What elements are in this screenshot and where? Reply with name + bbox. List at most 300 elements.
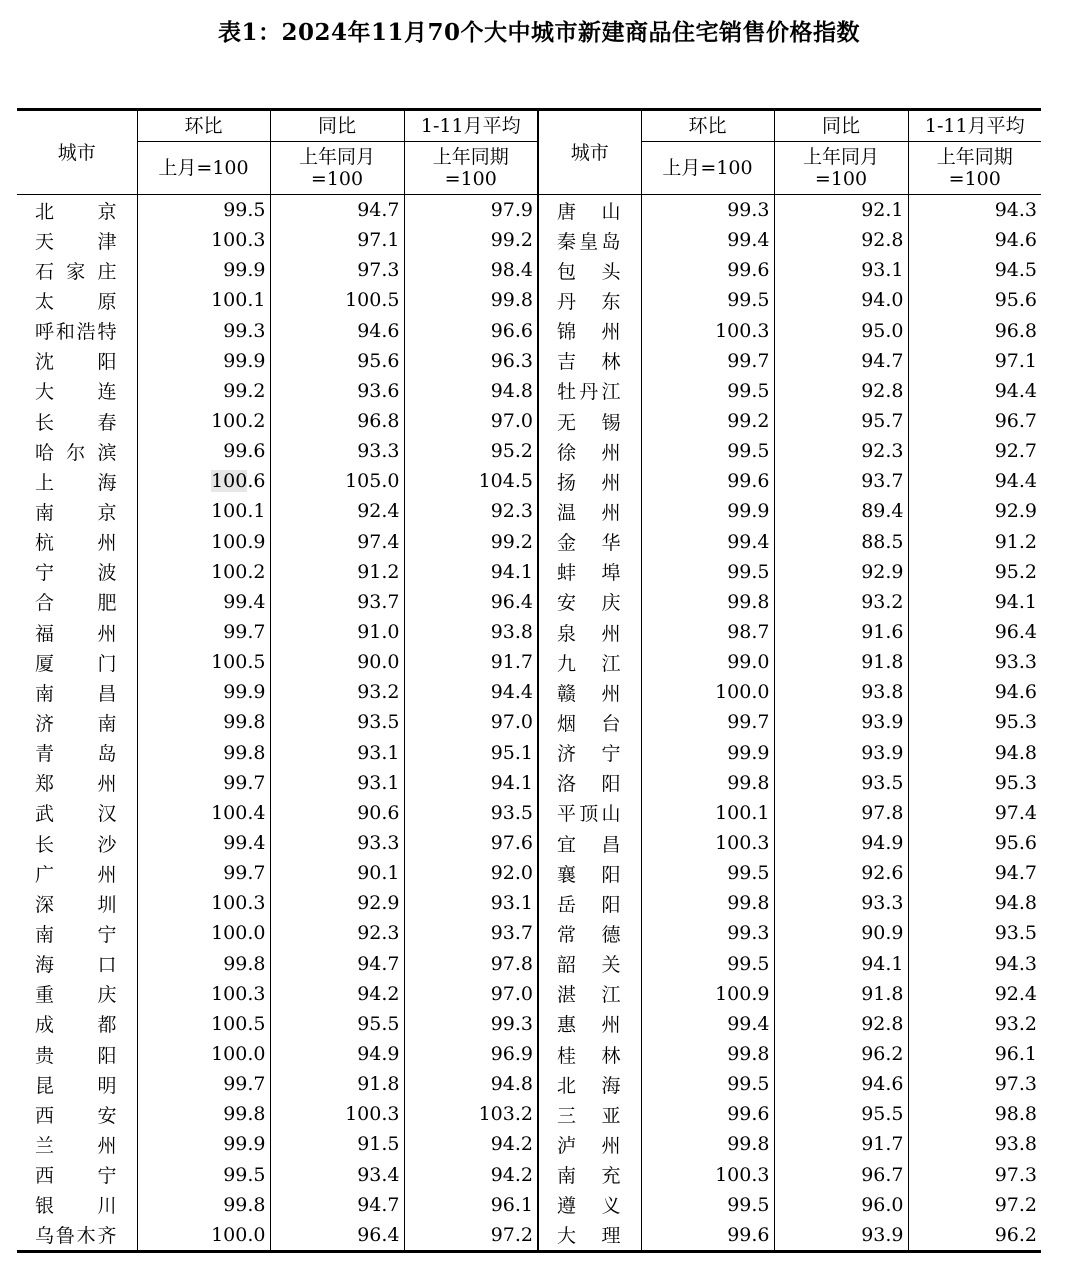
table-row (17, 496, 1041, 526)
yoy-value: 93.5 (774, 768, 908, 798)
city-name: 北海 (538, 1069, 641, 1099)
table-row (17, 285, 1041, 315)
yoy-value: 93.4 (270, 1160, 404, 1190)
city-column-header: 城市 (538, 110, 641, 195)
ytd-value: 93.2 (908, 1009, 1041, 1039)
city-name: 大理 (538, 1220, 641, 1252)
mom-value: 100.5 (137, 1009, 270, 1039)
ytd-value: 99.2 (404, 527, 538, 557)
city-name: 贵阳 (35, 1044, 117, 1067)
table-row (17, 1069, 1041, 1099)
ytd-value: 96.7 (908, 406, 1041, 436)
ytd-value: 95.3 (908, 707, 1041, 737)
yoy-value: 95.6 (270, 346, 404, 376)
mom-value: 99.5 (641, 557, 774, 587)
table-row (17, 255, 1041, 285)
yoy-value: 88.5 (774, 527, 908, 557)
yoy-value: 90.1 (270, 858, 404, 888)
table-row (17, 647, 1041, 677)
yoy-value: 91.2 (270, 557, 404, 587)
ytd-value: 92.3 (404, 496, 538, 526)
ytd-value: 103.2 (404, 1099, 538, 1129)
ytd-value: 93.5 (404, 798, 538, 828)
mom-value: 99.8 (641, 888, 774, 918)
yoy-value: 90.6 (270, 798, 404, 828)
city-name: 杭州 (35, 532, 117, 555)
city-name: 长春 (35, 411, 117, 434)
yoy-value: 96.4 (270, 1220, 404, 1252)
city-name: 南充 (538, 1160, 641, 1190)
city-name: 泉州 (538, 617, 641, 647)
table-row (17, 617, 1041, 647)
mom-value: 99.2 (137, 376, 270, 406)
yoy-value: 93.3 (270, 436, 404, 466)
city-name: 南京 (35, 501, 117, 524)
yoy-value: 93.5 (270, 707, 404, 737)
city-name: 昆明 (35, 1074, 117, 1097)
ytd-value: 94.8 (404, 1069, 538, 1099)
mom-value: 100.3 (641, 828, 774, 858)
mom-value: 99.7 (137, 768, 270, 798)
ytd-value: 97.1 (908, 346, 1041, 376)
yoy-value: 93.8 (774, 677, 908, 707)
yoy-value: 95.5 (270, 1009, 404, 1039)
city-name: 惠州 (538, 1009, 641, 1039)
selection-highlight: 100 (211, 470, 248, 493)
yoy-value: 91.5 (270, 1129, 404, 1159)
yoy-value: 93.9 (774, 738, 908, 768)
table-row (17, 557, 1041, 587)
ytd-value: 92.7 (908, 436, 1041, 466)
city-name: 襄阳 (538, 858, 641, 888)
ytd-value: 99.8 (404, 285, 538, 315)
table-row (17, 949, 1041, 979)
ytd-value: 96.6 (404, 316, 538, 346)
yoy-value: 94.7 (270, 949, 404, 979)
ytd-value: 95.2 (404, 436, 538, 466)
yoy-column-header: 同比 (270, 110, 404, 142)
yoy-value: 94.7 (270, 1190, 404, 1220)
table-row (17, 858, 1041, 888)
city-name: 牡丹江 (538, 376, 641, 406)
ytd-value: 98.8 (908, 1099, 1041, 1129)
yoy-value: 92.3 (774, 436, 908, 466)
ytd-value: 96.3 (404, 346, 538, 376)
yoy-column-header: 同比 (774, 110, 908, 142)
ytd-value: 97.3 (908, 1069, 1041, 1099)
ytd-value: 94.1 (404, 557, 538, 587)
yoy-value: 94.7 (270, 195, 404, 226)
mom-value: 100.1 (137, 496, 270, 526)
city-name: 徐州 (538, 436, 641, 466)
yoy-value: 95.7 (774, 406, 908, 436)
city-name: 重庆 (35, 984, 117, 1007)
mom-value: 100.4 (137, 798, 270, 828)
mom-value: 99.8 (641, 587, 774, 617)
city-name: 金华 (538, 527, 641, 557)
mom-column-header: 环比 (641, 110, 774, 142)
yoy-value: 90.9 (774, 918, 908, 948)
table-row (17, 466, 1041, 496)
ytd-value: 94.8 (908, 738, 1041, 768)
ytd-value: 98.4 (404, 255, 538, 285)
table-row (17, 828, 1041, 858)
mom-value: 100.0 (137, 918, 270, 948)
mom-value: 99.5 (641, 436, 774, 466)
mom-value: 100.2 (137, 557, 270, 587)
ytd-value: 93.1 (404, 888, 538, 918)
yoy-value: 90.0 (270, 647, 404, 677)
ytd-value: 96.2 (908, 1220, 1041, 1252)
yoy-value: 93.9 (774, 707, 908, 737)
city-name: 常德 (538, 918, 641, 948)
ytd-value: 97.0 (404, 707, 538, 737)
city-name: 秦皇岛 (538, 225, 641, 255)
ytd-value: 93.8 (404, 617, 538, 647)
mom-value: 100.9 (137, 527, 270, 557)
table-row (17, 376, 1041, 406)
mom-value: 100.2 (137, 406, 270, 436)
city-name: 泸州 (538, 1129, 641, 1159)
price-index-table (17, 108, 1041, 1253)
yoy-value: 93.7 (270, 587, 404, 617)
table-row (17, 798, 1041, 828)
table-row (17, 1160, 1041, 1190)
table-body (17, 195, 1041, 1252)
yoy-value: 92.4 (270, 496, 404, 526)
ytd-value: 95.2 (908, 557, 1041, 587)
mom-value: 98.7 (641, 617, 774, 647)
yoy-value: 95.0 (774, 316, 908, 346)
ytd-value: 94.1 (404, 768, 538, 798)
city-name: 唐山 (538, 195, 641, 226)
mom-value: 99.9 (641, 738, 774, 768)
ytd-value: 94.8 (908, 888, 1041, 918)
yoy-value: 92.1 (774, 195, 908, 226)
mom-value: 99.8 (137, 949, 270, 979)
table-row (17, 316, 1041, 346)
ytd-value: 95.1 (404, 738, 538, 768)
yoy-value: 91.0 (270, 617, 404, 647)
table-row (17, 195, 1041, 226)
mom-value: 99.8 (137, 707, 270, 737)
city-name: 湛江 (538, 979, 641, 1009)
mom-value: 99.7 (137, 617, 270, 647)
table-row (17, 225, 1041, 255)
city-name: 西宁 (35, 1165, 117, 1188)
table-row (17, 527, 1041, 557)
city-name: 赣州 (538, 677, 641, 707)
yoy-value: 94.9 (270, 1039, 404, 1069)
ytd-value: 97.4 (908, 798, 1041, 828)
city-name: 郑州 (35, 773, 117, 796)
ytd-value: 94.4 (404, 677, 538, 707)
yoy-value: 94.1 (774, 949, 908, 979)
mom-value: 99.4 (641, 527, 774, 557)
table-header (17, 110, 1041, 195)
yoy-value: 93.1 (774, 255, 908, 285)
ytd-value: 95.6 (908, 828, 1041, 858)
document-title: 表1：2024年11月70个大中城市新建商品住宅销售价格指数 (217, 19, 861, 46)
ytd-value: 97.2 (908, 1190, 1041, 1220)
yoy-value: 96.8 (270, 406, 404, 436)
yoy-value: 93.3 (774, 888, 908, 918)
yoy-value: 91.8 (774, 979, 908, 1009)
mom-value: 100.9 (641, 979, 774, 1009)
mom-value: 100.3 (137, 888, 270, 918)
mom-value: 99.5 (641, 376, 774, 406)
city-column-header: 城市 (17, 110, 137, 195)
table-row (17, 1129, 1041, 1159)
ytd-value: 92.4 (908, 979, 1041, 1009)
ytd-value: 94.6 (908, 225, 1041, 255)
mom-value: 99.4 (137, 828, 270, 858)
city-name: 兰州 (35, 1134, 117, 1157)
yoy-value: 91.6 (774, 617, 908, 647)
table-row (17, 1009, 1041, 1039)
ytd-value: 94.3 (908, 195, 1041, 226)
yoy-value: 93.1 (270, 768, 404, 798)
mom-value: 100.5 (137, 647, 270, 677)
city-name: 广州 (35, 863, 117, 886)
mom-value: 100.1 (641, 798, 774, 828)
table-row (17, 346, 1041, 376)
yoy-value: 93.1 (270, 738, 404, 768)
yoy-value: 94.0 (774, 285, 908, 315)
mom-column-header: 环比 (137, 110, 270, 142)
city-name: 青岛 (35, 743, 117, 766)
mom-value: 99.8 (137, 1190, 270, 1220)
city-name: 平顶山 (538, 798, 641, 828)
city-name: 烟台 (538, 707, 641, 737)
city-name: 乌鲁木齐 (17, 1220, 137, 1252)
ytd-value: 96.8 (908, 316, 1041, 346)
city-name: 长沙 (35, 833, 117, 856)
mom-value: 99.3 (137, 316, 270, 346)
ytd-value: 97.8 (404, 949, 538, 979)
ytd-value: 94.4 (908, 466, 1041, 496)
ytd-value: 94.8 (404, 376, 538, 406)
yoy-value: 92.9 (270, 888, 404, 918)
city-name: 福州 (35, 622, 117, 645)
yoy-value: 93.2 (270, 677, 404, 707)
table-row (17, 979, 1041, 1009)
yoy-value: 105.0 (270, 466, 404, 496)
city-name: 南宁 (35, 923, 117, 946)
ytd-value: 91.2 (908, 527, 1041, 557)
mom-value: 100.3 (641, 316, 774, 346)
city-name: 西安 (35, 1104, 117, 1127)
yoy-value: 96.2 (774, 1039, 908, 1069)
mom-value: 99.9 (137, 1129, 270, 1159)
city-name: 丹东 (538, 285, 641, 315)
mom-value: 99.7 (137, 858, 270, 888)
mom-value: 99.9 (137, 677, 270, 707)
mom-value: 100.0 (641, 677, 774, 707)
ytd-value: 94.2 (404, 1160, 538, 1190)
ytd-value: 94.6 (908, 677, 1041, 707)
city-name: 锦州 (538, 316, 641, 346)
city-name: 北京 (35, 200, 117, 223)
yoy-value: 94.6 (774, 1069, 908, 1099)
ytd-value: 94.2 (404, 1129, 538, 1159)
mom-value: 99.8 (641, 1039, 774, 1069)
city-name: 九江 (538, 647, 641, 677)
city-name: 无锡 (538, 406, 641, 436)
city-name: 韶关 (538, 949, 641, 979)
ytd-value: 93.7 (404, 918, 538, 948)
ytd-value: 93.5 (908, 918, 1041, 948)
city-name: 太原 (35, 290, 117, 313)
yoy-value: 96.7 (774, 1160, 908, 1190)
city-name: 济宁 (538, 738, 641, 768)
yoy-value: 92.3 (270, 918, 404, 948)
yoy-value: 97.1 (270, 225, 404, 255)
yoy-value: 96.0 (774, 1190, 908, 1220)
ytd-value: 97.3 (908, 1160, 1041, 1190)
ytd-value: 97.0 (404, 406, 538, 436)
mom-value: 99.6 (641, 1220, 774, 1252)
mom-value: 99.5 (641, 1069, 774, 1099)
mom-value: 99.8 (137, 738, 270, 768)
yoy-value: 92.9 (774, 557, 908, 587)
table-row (17, 738, 1041, 768)
ytd-value: 99.2 (404, 225, 538, 255)
ytd-column-header: 1-11月平均 (908, 110, 1041, 142)
city-name: 蚌埠 (538, 557, 641, 587)
ytd-value: 97.0 (404, 979, 538, 1009)
table-row (17, 768, 1041, 798)
mom-value: 99.6 (137, 436, 270, 466)
city-name: 石家庄 (35, 260, 117, 283)
table-row (17, 587, 1041, 617)
city-name: 宁波 (35, 562, 117, 585)
table-row (17, 406, 1041, 436)
city-name: 深圳 (35, 893, 117, 916)
ytd-value: 94.5 (908, 255, 1041, 285)
city-name: 哈尔滨 (35, 441, 117, 464)
mom-value: 99.7 (641, 346, 774, 376)
city-name: 宜昌 (538, 828, 641, 858)
mom-value: 99.5 (641, 1190, 774, 1220)
yoy-value: 92.8 (774, 225, 908, 255)
yoy-value: 89.4 (774, 496, 908, 526)
city-name: 大连 (35, 381, 117, 404)
mom-value: 99.6 (641, 466, 774, 496)
city-name: 吉林 (538, 346, 641, 376)
yoy-value: 92.8 (774, 1009, 908, 1039)
mom-value: 100.0 (137, 1039, 270, 1069)
ytd-value: 94.4 (908, 376, 1041, 406)
yoy-value: 95.5 (774, 1099, 908, 1129)
yoy-value: 93.3 (270, 828, 404, 858)
ytd-value: 99.3 (404, 1009, 538, 1039)
table-row (17, 1220, 1041, 1252)
city-name: 扬州 (538, 466, 641, 496)
mom-value: 99.4 (641, 225, 774, 255)
city-name: 上海 (35, 471, 117, 494)
ytd-value: 95.3 (908, 768, 1041, 798)
mom-value: 100.1 (137, 285, 270, 315)
ytd-value: 97.2 (404, 1220, 538, 1252)
ytd-value: 93.8 (908, 1129, 1041, 1159)
ytd-value: 96.4 (908, 617, 1041, 647)
mom-value: 99.6 (641, 1099, 774, 1129)
city-name: 呼和浩特 (35, 321, 117, 344)
table-row (17, 918, 1041, 948)
ytd-value: 92.0 (404, 858, 538, 888)
yoy-value: 97.4 (270, 527, 404, 557)
yoy-value: 93.9 (774, 1220, 908, 1252)
city-name: 桂林 (538, 1039, 641, 1069)
ytd-base-header: 上年同期 =100 (908, 142, 1041, 195)
ytd-base-header: 上年同期 =100 (404, 142, 538, 195)
yoy-value: 100.3 (270, 1099, 404, 1129)
mom-value: 99.5 (137, 1160, 270, 1190)
ytd-column-header: 1-11月平均 (404, 110, 538, 142)
mom-value: 99.8 (641, 768, 774, 798)
yoy-value: 94.9 (774, 828, 908, 858)
ytd-value: 104.5 (404, 466, 538, 496)
table-row (17, 707, 1041, 737)
mom-value: 99.5 (641, 949, 774, 979)
yoy-value: 94.7 (774, 346, 908, 376)
city-name: 银川 (35, 1195, 117, 1218)
mom-value: 99.4 (137, 587, 270, 617)
city-name: 厦门 (35, 652, 117, 675)
mom-value: 100.6 (137, 466, 270, 496)
city-name: 济南 (35, 712, 117, 735)
yoy-base-header: 上年同月 =100 (270, 142, 404, 195)
city-name: 天津 (35, 230, 117, 253)
ytd-value: 94.3 (908, 949, 1041, 979)
city-name: 成都 (35, 1014, 117, 1037)
yoy-value: 91.8 (270, 1069, 404, 1099)
mom-value: 99.5 (641, 285, 774, 315)
table-row (17, 436, 1041, 466)
ytd-value: 91.7 (404, 647, 538, 677)
city-name: 武汉 (35, 803, 117, 826)
mom-base-header: 上月=100 (641, 142, 774, 195)
city-name: 洛阳 (538, 768, 641, 798)
mom-value: 99.7 (641, 707, 774, 737)
ytd-value: 94.1 (908, 587, 1041, 617)
yoy-value: 97.8 (774, 798, 908, 828)
yoy-base-header: 上年同月 =100 (774, 142, 908, 195)
mom-value: 99.9 (137, 255, 270, 285)
city-name: 沈阳 (35, 351, 117, 374)
mom-value: 99.6 (641, 255, 774, 285)
yoy-value: 92.6 (774, 858, 908, 888)
ytd-value: 95.6 (908, 285, 1041, 315)
yoy-value: 91.8 (774, 647, 908, 677)
mom-value: 99.3 (641, 918, 774, 948)
table-row (17, 1099, 1041, 1129)
mom-value: 99.7 (137, 1069, 270, 1099)
yoy-value: 97.3 (270, 255, 404, 285)
yoy-value: 91.7 (774, 1129, 908, 1159)
mom-value: 99.4 (641, 1009, 774, 1039)
mom-value: 99.5 (137, 195, 270, 226)
mom-value: 99.5 (641, 858, 774, 888)
ytd-value: 94.7 (908, 858, 1041, 888)
yoy-value: 92.8 (774, 376, 908, 406)
table-row (17, 677, 1041, 707)
mom-value: 99.8 (137, 1099, 270, 1129)
ytd-value: 97.6 (404, 828, 538, 858)
city-name: 南昌 (35, 682, 117, 705)
city-name: 温州 (538, 496, 641, 526)
